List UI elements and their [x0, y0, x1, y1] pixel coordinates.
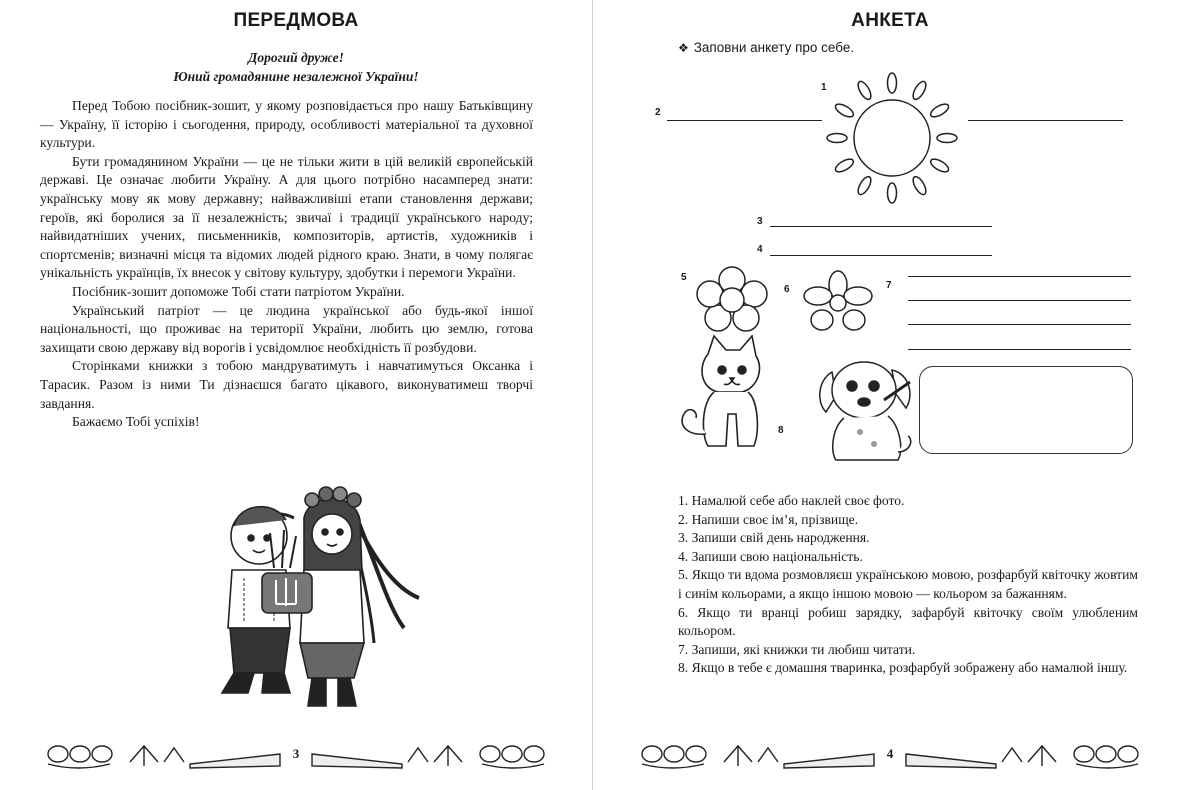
page-footer-ornament — [638, 740, 1142, 774]
sun-ray — [937, 134, 957, 143]
task-item: 6. Якщо ти вранці робиш зарядку, зафарбуй квіточку своїм улюбленим кольором. — [678, 604, 1138, 639]
preface-text — [40, 97, 533, 432]
sun-ray — [888, 73, 897, 93]
greeting-line-1: Дорогий друже! — [248, 50, 344, 65]
right-page — [594, 0, 1186, 790]
name-line-right[interactable] — [968, 120, 1123, 121]
task-item: 3. Запиши свій день народження. — [678, 530, 870, 546]
task-item: 1. Намалюй себе або наклей своє фото. — [678, 493, 905, 508]
nationality-line[interactable] — [770, 255, 992, 256]
sun-ray — [833, 102, 855, 120]
dog-icon[interactable] — [814, 356, 918, 466]
sun-ray — [929, 157, 951, 175]
task-item: 2. Напиши своє ім’я, прізвище. — [678, 511, 859, 527]
paragraph: Сторінками книжки з тобою мандруватимуть і навчатимуться Оксанка і Тарасик. Разом із ними Ти дізнаєшся багато цікавого, виконуватимеш творчі завдання. — [40, 358, 533, 411]
page-title: АНКЕТА — [851, 10, 929, 31]
task-item: 8. Якщо в тебе є домашня тваринка, розфарбуй зображену або намалюй іншу. — [678, 660, 1128, 676]
sun-ray — [911, 175, 929, 197]
instruction — [678, 40, 854, 55]
field-label-7: 7 — [886, 280, 892, 291]
sun-ray — [856, 79, 874, 101]
field-label-3: 3 — [757, 216, 763, 227]
sun-ray — [856, 175, 874, 197]
paragraph: Бути громадянином України — це не тільки жити в цій великій європейській державі. Це означає любити Україну. А для цього потрібно насамперед знати: українську мову як мову державну; найважливіші етапи становлення держави; героїв, які боролися за її незалежність; звичаї і традиції українського народу; найвидатніших учених, письменників, композиторів, артистів, художників і спортсменів; визначні місця та відомих людей рідного краю. Знати, в чому полягає унікальність українців, їх внесок у світову культуру, здобутки і перемоги України. — [40, 153, 533, 281]
instruction-text: Заповни анкету про себе. — [693, 40, 855, 55]
books-line[interactable] — [908, 276, 1131, 277]
page-title: ПЕРЕДМОВА — [233, 10, 359, 31]
task-item: 7. Запиши, які книжки ти любиш читати. — [678, 641, 916, 657]
birthday-line[interactable] — [770, 226, 992, 227]
flower-icon[interactable] — [694, 266, 770, 332]
flower-icon[interactable] — [800, 270, 876, 336]
sun-ray — [827, 134, 847, 143]
task-list — [678, 492, 1138, 678]
children-illustration — [204, 478, 428, 710]
left-page — [0, 0, 592, 790]
name-line-left[interactable] — [667, 120, 822, 121]
task-item: 5. Якщо ти вдома розмовляєш українською мовою, розфарбуй квіточку жовтим і синім кольорами, а якщо іншою мовою — кольором за бажанням. — [678, 567, 1138, 601]
diamond-bullet-icon: ❖ — [678, 41, 689, 55]
books-line[interactable] — [908, 300, 1131, 301]
sun-ray — [929, 102, 951, 120]
greeting-line-2: Юний громадянине незалежної України! — [173, 69, 419, 84]
task-item: 4. Запиши свою національність. — [678, 548, 863, 564]
field-label-6: 6 — [784, 284, 790, 295]
sun-ray — [911, 79, 929, 101]
page-number: 4 — [886, 746, 894, 761]
field-label-1: 1 — [821, 82, 827, 93]
sun-icon — [824, 66, 960, 206]
paragraph: Перед Тобою посібник-зошит, у якому розповідається про нашу Батьківщину — Україну, її історію і сьогодення, природу, особливості матеріальної та духовної культури. — [40, 98, 533, 151]
field-label-2: 2 — [655, 107, 661, 118]
page-divider — [592, 0, 593, 790]
sun-ray — [888, 183, 897, 203]
paragraph: Посібник-зошит допоможе Тобі стати патріотом України. — [72, 283, 405, 299]
field-label-5: 5 — [681, 272, 687, 283]
photo-frame[interactable] — [919, 366, 1133, 454]
books-line[interactable] — [908, 324, 1131, 325]
field-label-4: 4 — [757, 244, 763, 255]
books-line[interactable] — [908, 349, 1131, 350]
page-number: 3 — [292, 746, 300, 761]
field-label-8: 8 — [778, 425, 784, 436]
page-footer-ornament — [44, 740, 548, 774]
sun-ray — [833, 157, 855, 175]
cat-icon[interactable] — [678, 334, 778, 456]
paragraph: Український патріот — це людина української або будь-якої іншої національності, що проживає на території України, любить цю землю, готова захищати свою державу від ворогів і усвідомлює необхідність її розбудови. — [40, 302, 533, 355]
paragraph: Бажаємо Тобі успіхів! — [72, 414, 200, 430]
